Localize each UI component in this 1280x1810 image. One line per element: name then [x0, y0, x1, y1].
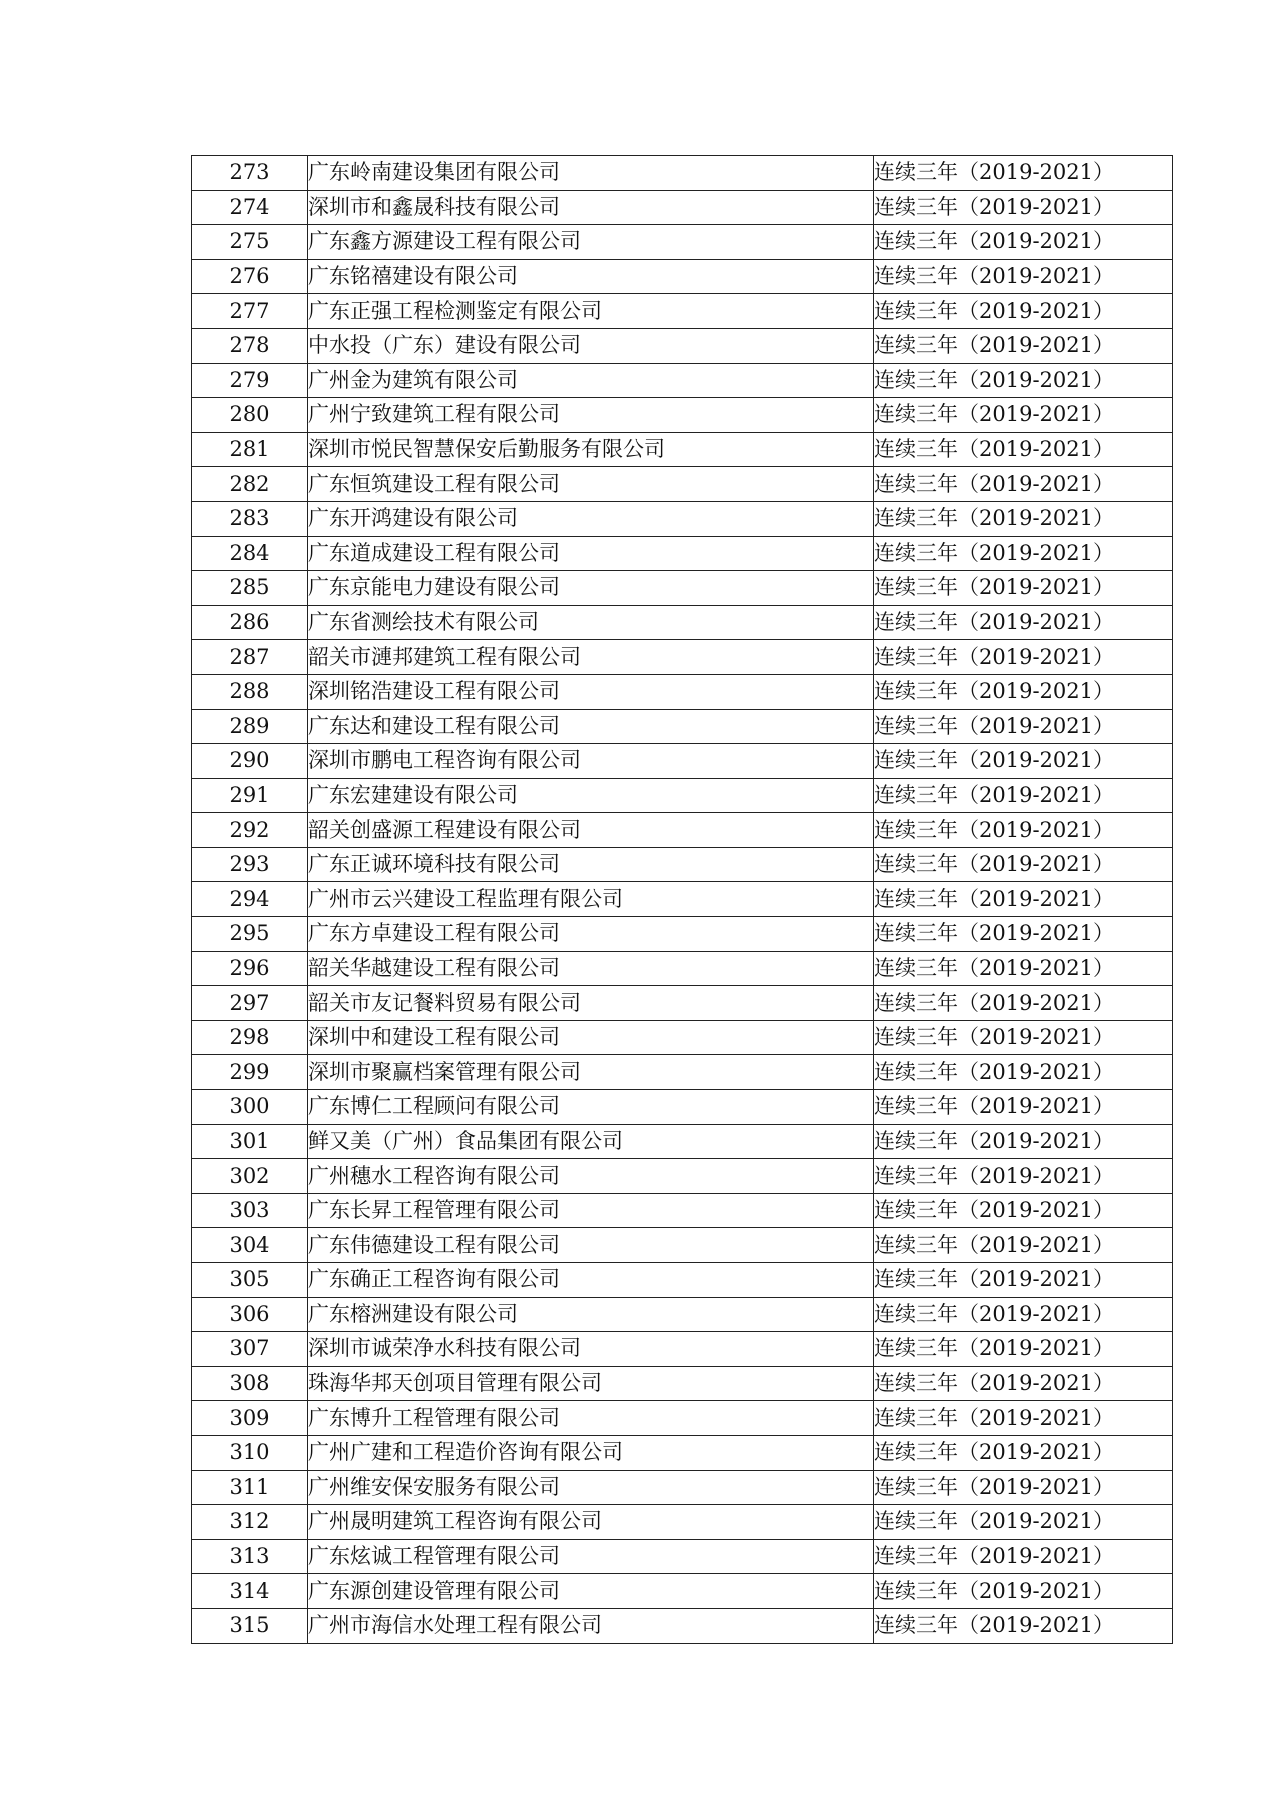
row-index-cell: 295: [192, 917, 308, 952]
status-cell: 连续三年（2019-2021）: [874, 467, 1173, 502]
company-name-cell: 广东省测绘技术有限公司: [308, 605, 874, 640]
status-cell: 连续三年（2019-2021）: [874, 156, 1173, 191]
status-cell: 连续三年（2019-2021）: [874, 1366, 1173, 1401]
table-row: [192, 536, 1173, 571]
table-row: [192, 1366, 1173, 1401]
company-name-cell: 广东博升工程管理有限公司: [308, 1401, 874, 1436]
company-name-cell: 广州市海信水处理工程有限公司: [308, 1608, 874, 1643]
status-cell: 连续三年（2019-2021）: [874, 1020, 1173, 1055]
table-row: [192, 1055, 1173, 1090]
row-index-cell: 300: [192, 1090, 308, 1125]
row-index-cell: 282: [192, 467, 308, 502]
row-index-cell: 309: [192, 1401, 308, 1436]
company-name-cell: 广东方卓建设工程有限公司: [308, 917, 874, 952]
company-name-cell: 广州穗水工程咨询有限公司: [308, 1159, 874, 1194]
row-index-cell: 289: [192, 709, 308, 744]
row-index-cell: 277: [192, 294, 308, 329]
company-name-cell: 广州晟明建筑工程咨询有限公司: [308, 1505, 874, 1540]
table-row: [192, 1090, 1173, 1125]
status-cell: 连续三年（2019-2021）: [874, 225, 1173, 260]
table-row: [192, 744, 1173, 779]
table-row: [192, 709, 1173, 744]
table-row: [192, 328, 1173, 363]
row-index-cell: 305: [192, 1263, 308, 1298]
company-name-cell: 广东恒筑建设工程有限公司: [308, 467, 874, 502]
status-cell: 连续三年（2019-2021）: [874, 432, 1173, 467]
company-name-cell: 深圳中和建设工程有限公司: [308, 1020, 874, 1055]
table-row: [192, 1574, 1173, 1609]
row-index-cell: 275: [192, 225, 308, 260]
company-name-cell: 广东正诚环境科技有限公司: [308, 847, 874, 882]
row-index-cell: 292: [192, 813, 308, 848]
row-index-cell: 288: [192, 674, 308, 709]
table-row: [192, 1124, 1173, 1159]
company-name-cell: 深圳市和鑫晟科技有限公司: [308, 190, 874, 225]
company-name-cell: 深圳市聚赢档案管理有限公司: [308, 1055, 874, 1090]
row-index-cell: 286: [192, 605, 308, 640]
status-cell: 连续三年（2019-2021）: [874, 1159, 1173, 1194]
row-index-cell: 314: [192, 1574, 308, 1609]
status-cell: 连续三年（2019-2021）: [874, 1435, 1173, 1470]
row-index-cell: 299: [192, 1055, 308, 1090]
status-cell: 连续三年（2019-2021）: [874, 1505, 1173, 1540]
status-cell: 连续三年（2019-2021）: [874, 1574, 1173, 1609]
row-index-cell: 313: [192, 1539, 308, 1574]
row-index-cell: 297: [192, 986, 308, 1021]
company-name-cell: 广东鑫方源建设工程有限公司: [308, 225, 874, 260]
row-index-cell: 294: [192, 882, 308, 917]
row-index-cell: 273: [192, 156, 308, 191]
table-row: [192, 917, 1173, 952]
table-row: [192, 1020, 1173, 1055]
status-cell: 连续三年（2019-2021）: [874, 1608, 1173, 1643]
status-cell: 连续三年（2019-2021）: [874, 1090, 1173, 1125]
company-name-cell: 韶关创盛源工程建设有限公司: [308, 813, 874, 848]
company-name-cell: 深圳铭浩建设工程有限公司: [308, 674, 874, 709]
table-row: [192, 1539, 1173, 1574]
company-name-cell: 深圳市鹏电工程咨询有限公司: [308, 744, 874, 779]
table-row: [192, 1263, 1173, 1298]
row-index-cell: 301: [192, 1124, 308, 1159]
company-name-cell: 广东铭禧建设有限公司: [308, 259, 874, 294]
status-cell: 连续三年（2019-2021）: [874, 398, 1173, 433]
row-index-cell: 284: [192, 536, 308, 571]
status-cell: 连续三年（2019-2021）: [874, 1470, 1173, 1505]
status-cell: 连续三年（2019-2021）: [874, 674, 1173, 709]
company-name-cell: 中水投（广东）建设有限公司: [308, 328, 874, 363]
table-row: [192, 363, 1173, 398]
status-cell: 连续三年（2019-2021）: [874, 951, 1173, 986]
table-row: [192, 813, 1173, 848]
table-row: [192, 951, 1173, 986]
table-row: [192, 190, 1173, 225]
company-name-cell: 广东榕洲建设有限公司: [308, 1297, 874, 1332]
company-name-cell: 广东达和建设工程有限公司: [308, 709, 874, 744]
company-name-cell: 广州宁致建筑工程有限公司: [308, 398, 874, 433]
table-row: [192, 294, 1173, 329]
table-row: [192, 1401, 1173, 1436]
status-cell: 连续三年（2019-2021）: [874, 1055, 1173, 1090]
status-cell: 连续三年（2019-2021）: [874, 605, 1173, 640]
row-index-cell: 274: [192, 190, 308, 225]
row-index-cell: 279: [192, 363, 308, 398]
table-row: [192, 882, 1173, 917]
row-index-cell: 302: [192, 1159, 308, 1194]
company-name-cell: 韶关市友记餐料贸易有限公司: [308, 986, 874, 1021]
company-name-cell: 广州金为建筑有限公司: [308, 363, 874, 398]
row-index-cell: 304: [192, 1228, 308, 1263]
status-cell: 连续三年（2019-2021）: [874, 882, 1173, 917]
company-name-cell: 广东岭南建设集团有限公司: [308, 156, 874, 191]
company-name-cell: 广州广建和工程造价咨询有限公司: [308, 1435, 874, 1470]
table-row: [192, 156, 1173, 191]
company-name-cell: 广州维安保安服务有限公司: [308, 1470, 874, 1505]
company-name-cell: 广东开鸿建设有限公司: [308, 501, 874, 536]
row-index-cell: 303: [192, 1193, 308, 1228]
table-row: [192, 847, 1173, 882]
table-row: [192, 571, 1173, 606]
table-row: [192, 259, 1173, 294]
row-index-cell: 280: [192, 398, 308, 433]
status-cell: 连续三年（2019-2021）: [874, 190, 1173, 225]
table-row: [192, 1470, 1173, 1505]
row-index-cell: 296: [192, 951, 308, 986]
table-row: [192, 674, 1173, 709]
row-index-cell: 285: [192, 571, 308, 606]
status-cell: 连续三年（2019-2021）: [874, 1124, 1173, 1159]
table-row: [192, 986, 1173, 1021]
status-cell: 连续三年（2019-2021）: [874, 744, 1173, 779]
table-row: [192, 1435, 1173, 1470]
table-row: [192, 432, 1173, 467]
row-index-cell: 310: [192, 1435, 308, 1470]
company-name-cell: 深圳市悦民智慧保安后勤服务有限公司: [308, 432, 874, 467]
row-index-cell: 306: [192, 1297, 308, 1332]
table-row: [192, 1228, 1173, 1263]
table-row: [192, 1193, 1173, 1228]
status-cell: 连续三年（2019-2021）: [874, 259, 1173, 294]
table-row: [192, 467, 1173, 502]
status-cell: 连续三年（2019-2021）: [874, 363, 1173, 398]
row-index-cell: 298: [192, 1020, 308, 1055]
status-cell: 连续三年（2019-2021）: [874, 1539, 1173, 1574]
status-cell: 连续三年（2019-2021）: [874, 294, 1173, 329]
row-index-cell: 283: [192, 501, 308, 536]
status-cell: 连续三年（2019-2021）: [874, 778, 1173, 813]
row-index-cell: 276: [192, 259, 308, 294]
table-row: [192, 1332, 1173, 1367]
table-row: [192, 605, 1173, 640]
company-name-cell: 韶关市漣邦建筑工程有限公司: [308, 640, 874, 675]
status-cell: 连续三年（2019-2021）: [874, 1401, 1173, 1436]
table-row: [192, 1505, 1173, 1540]
status-cell: 连续三年（2019-2021）: [874, 709, 1173, 744]
table-row: [192, 501, 1173, 536]
row-index-cell: 281: [192, 432, 308, 467]
table-row: [192, 778, 1173, 813]
company-name-cell: 广东确正工程咨询有限公司: [308, 1263, 874, 1298]
status-cell: 连续三年（2019-2021）: [874, 571, 1173, 606]
status-cell: 连续三年（2019-2021）: [874, 1193, 1173, 1228]
table-row: [192, 225, 1173, 260]
company-name-cell: 深圳市诚荣净水科技有限公司: [308, 1332, 874, 1367]
company-name-cell: 广东炫诚工程管理有限公司: [308, 1539, 874, 1574]
row-index-cell: 278: [192, 328, 308, 363]
status-cell: 连续三年（2019-2021）: [874, 1332, 1173, 1367]
row-index-cell: 308: [192, 1366, 308, 1401]
status-cell: 连续三年（2019-2021）: [874, 328, 1173, 363]
company-name-cell: 广东宏建建设有限公司: [308, 778, 874, 813]
row-index-cell: 311: [192, 1470, 308, 1505]
company-name-cell: 广东博仁工程顾问有限公司: [308, 1090, 874, 1125]
table-row: [192, 640, 1173, 675]
table-row: [192, 398, 1173, 433]
company-name-cell: 广东长昇工程管理有限公司: [308, 1193, 874, 1228]
row-index-cell: 291: [192, 778, 308, 813]
company-list-table: [191, 155, 1173, 1644]
table-body: [192, 156, 1173, 1644]
status-cell: 连续三年（2019-2021）: [874, 986, 1173, 1021]
status-cell: 连续三年（2019-2021）: [874, 813, 1173, 848]
company-name-cell: 广东源创建设管理有限公司: [308, 1574, 874, 1609]
company-name-cell: 广东道成建设工程有限公司: [308, 536, 874, 571]
company-name-cell: 广东正强工程检测鉴定有限公司: [308, 294, 874, 329]
company-name-cell: 广州市云兴建设工程监理有限公司: [308, 882, 874, 917]
table-row: [192, 1608, 1173, 1643]
status-cell: 连续三年（2019-2021）: [874, 917, 1173, 952]
company-name-cell: 鲜又美（广州）食品集团有限公司: [308, 1124, 874, 1159]
table-row: [192, 1159, 1173, 1194]
status-cell: 连续三年（2019-2021）: [874, 640, 1173, 675]
company-name-cell: 珠海华邦天创项目管理有限公司: [308, 1366, 874, 1401]
company-name-cell: 韶关华越建设工程有限公司: [308, 951, 874, 986]
status-cell: 连续三年（2019-2021）: [874, 501, 1173, 536]
status-cell: 连续三年（2019-2021）: [874, 1228, 1173, 1263]
row-index-cell: 287: [192, 640, 308, 675]
row-index-cell: 290: [192, 744, 308, 779]
row-index-cell: 315: [192, 1608, 308, 1643]
row-index-cell: 312: [192, 1505, 308, 1540]
status-cell: 连续三年（2019-2021）: [874, 1263, 1173, 1298]
company-name-cell: 广东伟德建设工程有限公司: [308, 1228, 874, 1263]
status-cell: 连续三年（2019-2021）: [874, 1297, 1173, 1332]
company-name-cell: 广东京能电力建设有限公司: [308, 571, 874, 606]
table-row: [192, 1297, 1173, 1332]
row-index-cell: 307: [192, 1332, 308, 1367]
status-cell: 连续三年（2019-2021）: [874, 847, 1173, 882]
status-cell: 连续三年（2019-2021）: [874, 536, 1173, 571]
row-index-cell: 293: [192, 847, 308, 882]
